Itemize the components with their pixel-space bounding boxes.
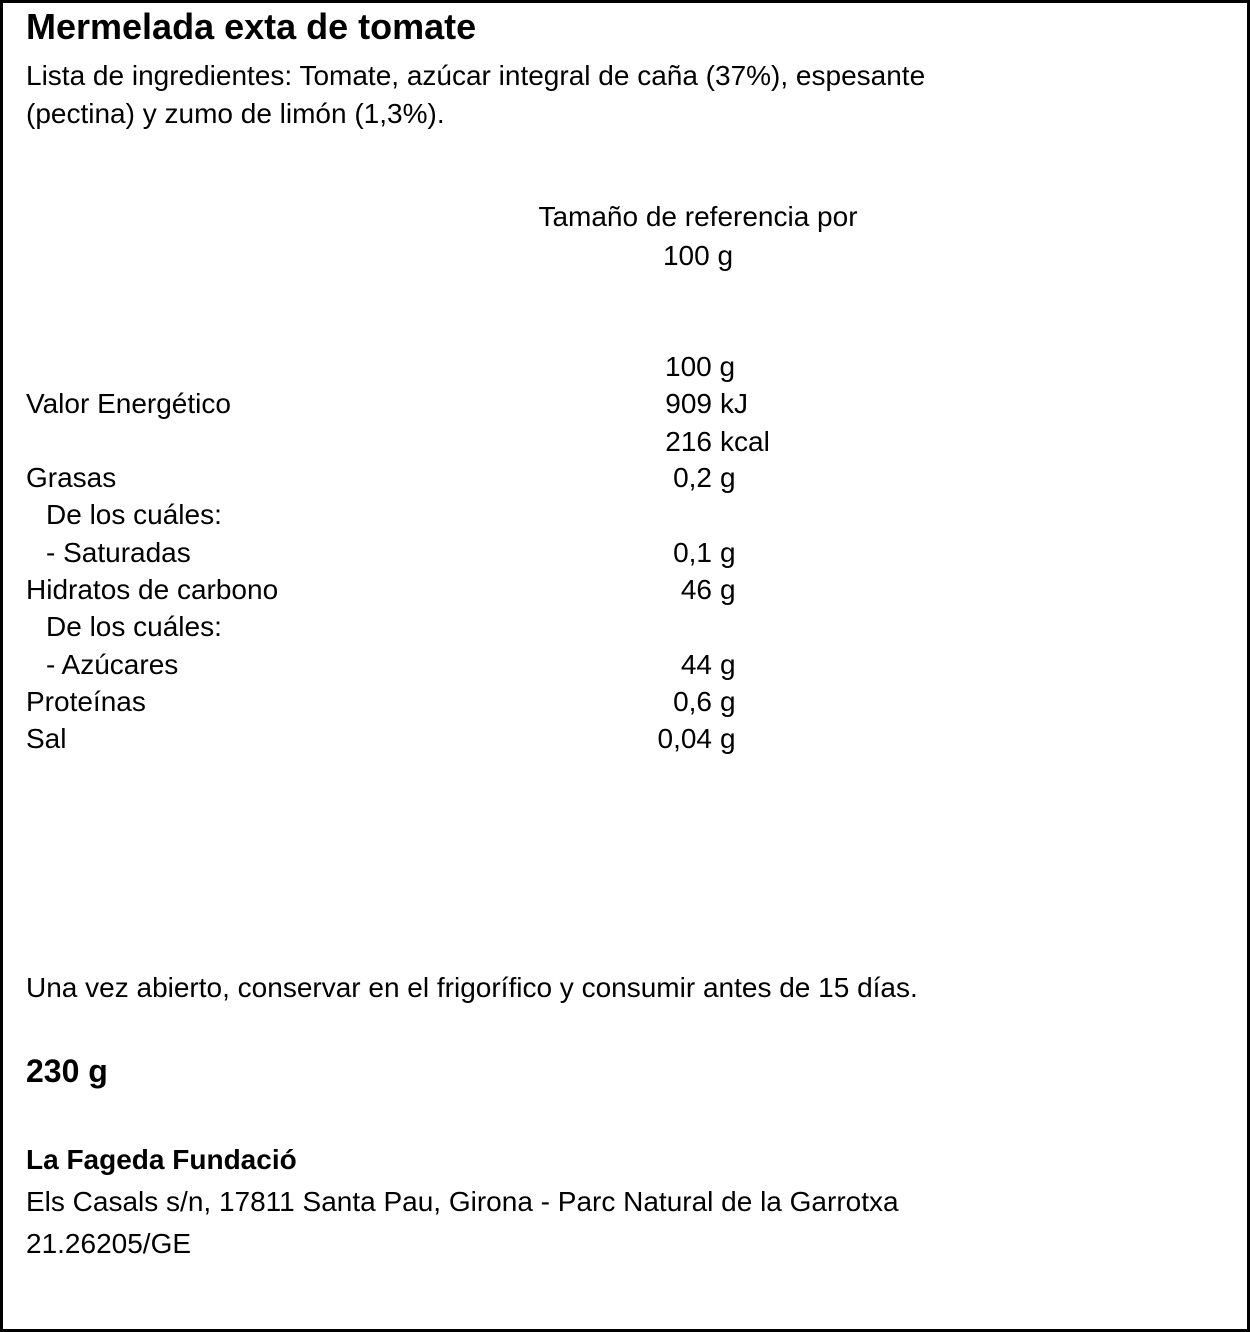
nutrient-value-protein: 0,6 xyxy=(673,686,712,717)
nutrient-value-saturates: 0,1 xyxy=(673,537,712,568)
nutrient-label-carbohydrates: Hidratos de carbono xyxy=(26,574,279,605)
nutrient-value-fat: 0,2 xyxy=(673,462,712,493)
nutrient-unit-saturates: g xyxy=(720,537,736,568)
ingredients-line-2: (pectina) y zumo de limón (1,3%). xyxy=(26,98,445,129)
nutrient-label-sugars: - Azúcares xyxy=(46,649,179,680)
nutrient-value-energy-kj: 909 xyxy=(665,388,712,419)
nutrient-unit-protein: g xyxy=(720,686,736,717)
nutrient-unit-energy-kcal: kcal xyxy=(720,426,770,457)
nutrient-label-carbs-of-which: De los cuáles: xyxy=(46,611,222,642)
producer-name: La Fageda Fundació xyxy=(26,1144,297,1175)
nutrient-unit-fat: g xyxy=(720,462,736,493)
producer-registry: 21.26205/GE xyxy=(26,1228,192,1259)
ingredients-line-1: Lista de ingredientes: Tomate, azúcar integral de caña (37%), espesante xyxy=(26,60,926,91)
storage-instructions: Una vez abierto, conservar en el frigorífico y consumir antes de 15 días. xyxy=(26,972,918,1003)
nutrient-label-protein: Proteínas xyxy=(26,686,146,717)
nutrient-label-fat: Grasas xyxy=(26,462,117,493)
nutrition-column-header: 100 g xyxy=(665,351,736,382)
producer-address: Els Casals s/n, 17811 Santa Pau, Girona - Parc Natural de la Garrotxa xyxy=(26,1186,899,1217)
nutrient-value-carbohydrates: 46 xyxy=(680,574,712,605)
nutrient-label-fat-of-which: De los cuáles: xyxy=(46,499,222,530)
nutrient-unit-sugars: g xyxy=(720,649,736,680)
nutrient-unit-energy-kj: kJ xyxy=(720,388,748,419)
nutrient-label-saturates: - Saturadas xyxy=(46,537,191,568)
nutrient-label-salt: Sal xyxy=(26,723,67,754)
reference-size-value: 100 g xyxy=(662,240,734,271)
net-weight: 230 g xyxy=(26,1053,108,1089)
reference-size-label: Tamaño de referencia por xyxy=(538,201,858,232)
nutrient-value-salt: 0,04 xyxy=(657,723,712,754)
nutrient-unit-carbohydrates: g xyxy=(720,574,736,605)
product-title: Mermelada exta de tomate xyxy=(26,6,477,47)
nutrient-value-sugars: 44 xyxy=(680,649,712,680)
nutrient-value-energy-kcal: 216 xyxy=(665,426,712,457)
nutrient-label-energy: Valor Energético xyxy=(26,388,231,419)
nutrient-unit-salt: g xyxy=(720,723,736,754)
